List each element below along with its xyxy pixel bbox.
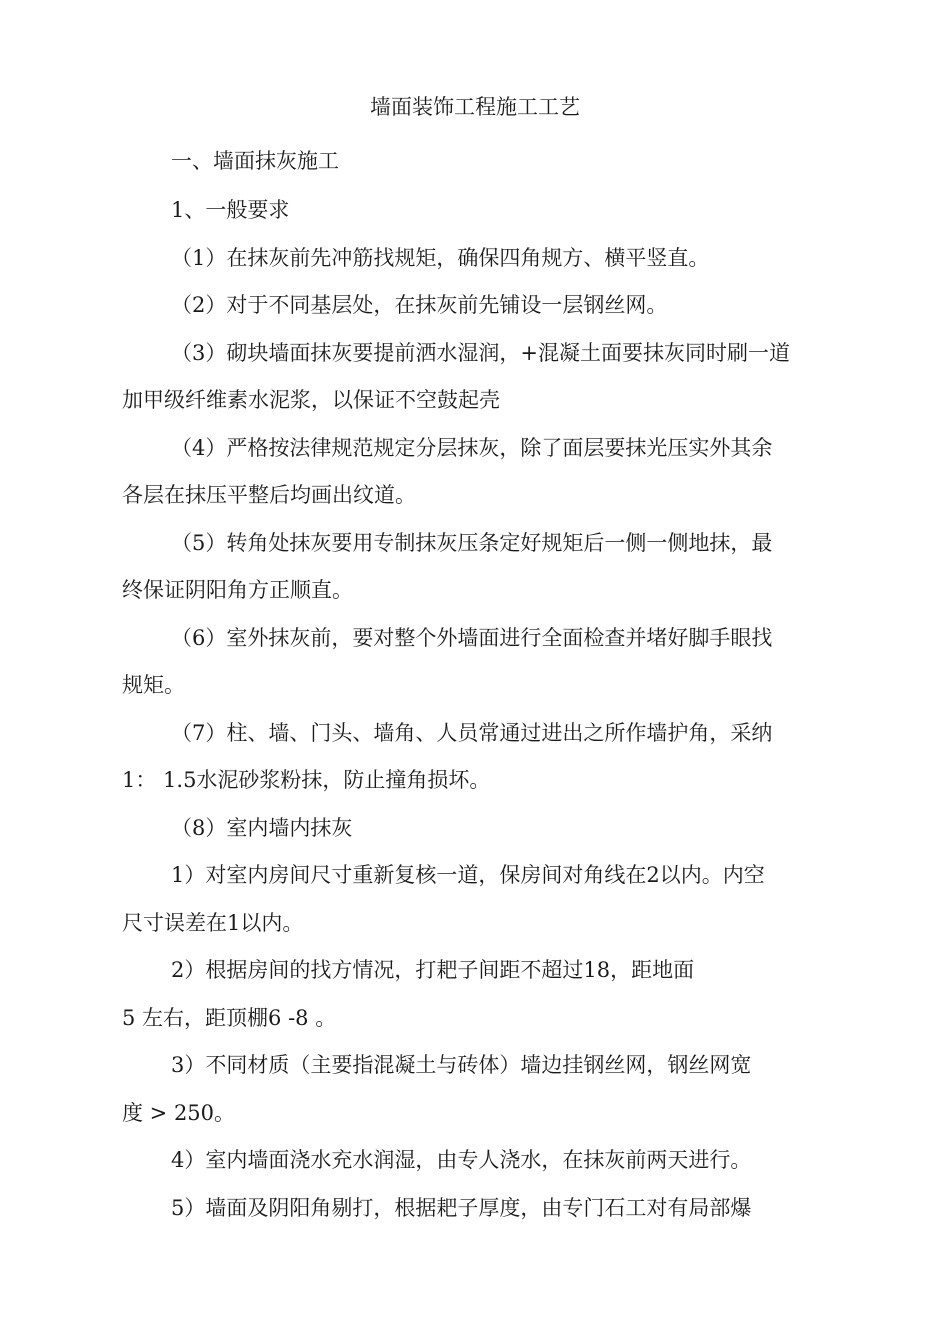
paragraph-line: （2）对于不同基层处，在抹灰前先铺设一层钢丝网。 [171, 293, 668, 317]
paragraph-line: （6）室外抹灰前，要对整个外墙面进行全面检查并堵好脚手眼找 [171, 626, 773, 650]
paragraph-line: 度 > 250。 [122, 1101, 236, 1125]
document-title: 墙面装饰工程施工工艺 [370, 95, 580, 119]
paragraph-line: 终保证阴阳角方正顺直。 [122, 578, 353, 602]
paragraph-line: 5）墙面及阴阳角剔打，根据耙子厚度，由专门石工对有局部爆 [171, 1196, 752, 1220]
paragraph-line: 2）根据房间的找方情况，打耙子间距不超过18，距地面 [171, 958, 695, 982]
paragraph-line: （4）严格按法律规范规定分层抹灰，除了面层要抹光压实外其余 [171, 436, 773, 460]
paragraph-line: 各层在抹压平整后均画出纹道。 [122, 483, 416, 507]
paragraph-line: 尺寸误差在1以内。 [122, 911, 304, 935]
paragraph-line: （1）在抹灰前先冲筋找规矩，确保四角规方、横平竖直。 [171, 246, 710, 270]
paragraph-line: 1： 1.5水泥砂浆粉抹，防止撞角损坏。 [122, 768, 491, 792]
subsection-heading: 1、一般要求 [171, 198, 290, 222]
paragraph-line: 1）对室内房间尺寸重新复核一道，保房间对角线在2以内。内空 [171, 863, 765, 887]
paragraph-line: （3）砌块墙面抹灰要提前洒水湿润，+混凝土面要抹灰同时刷一道 [171, 341, 790, 365]
paragraph-line: （5）转角处抹灰要用专制抹灰压条定好规矩后一侧一侧地抹，最 [171, 531, 773, 555]
paragraph-line: 5 左右，距顶棚6 -8 。 [122, 1006, 337, 1030]
paragraph-line: 加甲级纤维素水泥浆，以保证不空鼓起壳 [122, 388, 500, 412]
paragraph-line: （8）室内墙内抹灰 [171, 816, 353, 840]
section-heading: 一、墙面抹灰施工 [171, 149, 339, 173]
paragraph-line: （7）柱、墙、门头、墙角、人员常通过进出之所作墙护角，采纳 [171, 721, 773, 745]
paragraph-line: 规矩。 [122, 673, 185, 697]
paragraph-line: 4）室内墙面浇水充水润湿，由专人浇水，在抹灰前两天进行。 [171, 1148, 752, 1172]
paragraph-line: 3）不同材质（主要指混凝土与砖体）墙边挂钢丝网，钢丝网宽 [171, 1053, 752, 1077]
